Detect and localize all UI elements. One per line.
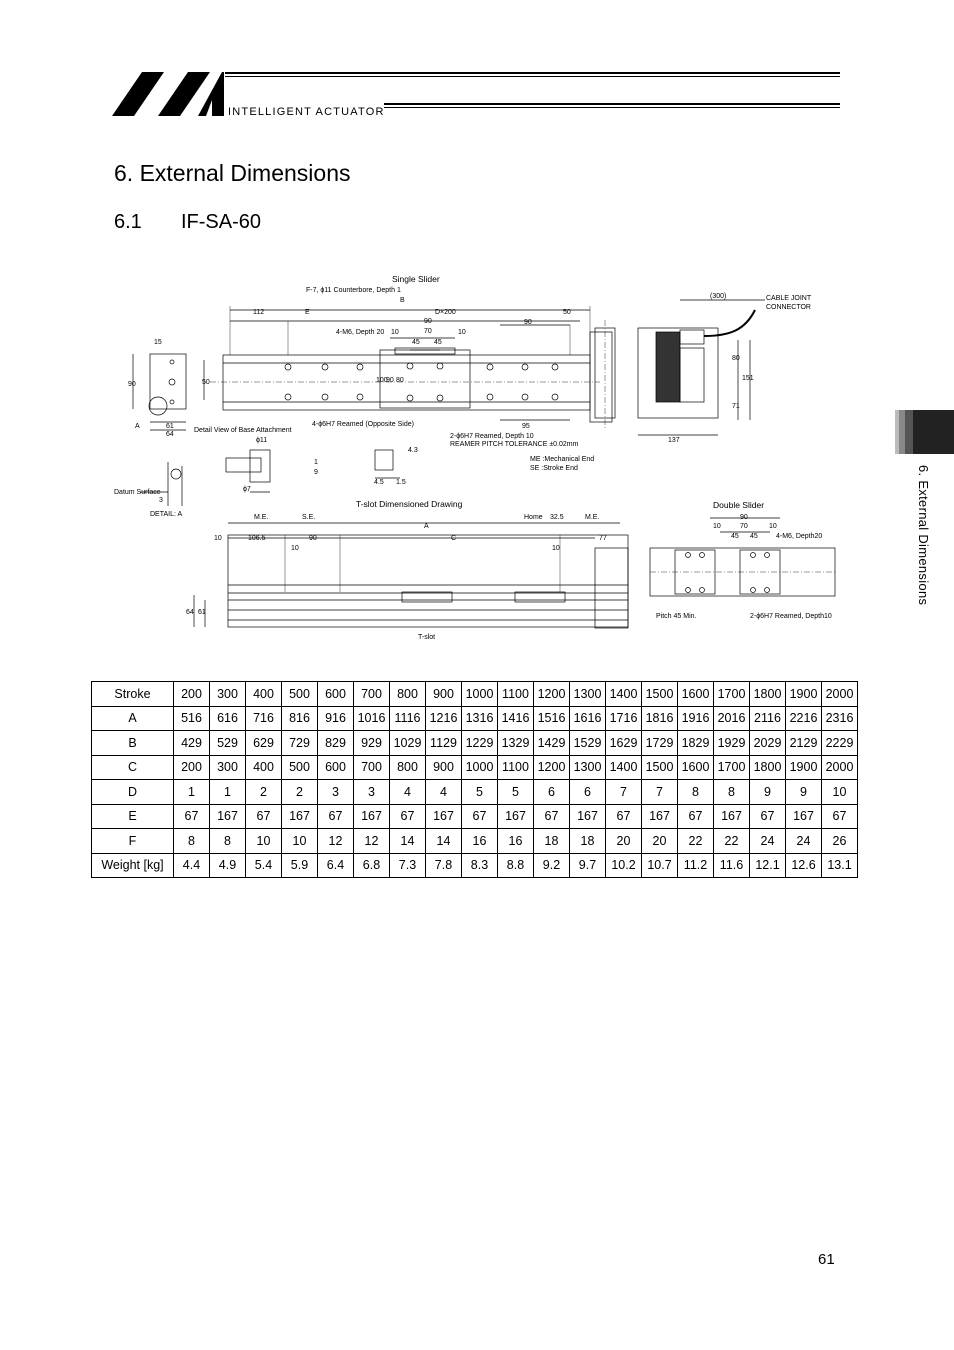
table-cell: 1 bbox=[210, 780, 246, 805]
table-cell: 7.8 bbox=[426, 853, 462, 878]
table-cell: 10 bbox=[822, 780, 858, 805]
table-cell: 1929 bbox=[714, 731, 750, 756]
table-cell: 5 bbox=[462, 780, 498, 805]
table-cell: 14 bbox=[426, 829, 462, 854]
table-cell: 167 bbox=[714, 804, 750, 829]
table-cell: 8 bbox=[174, 829, 210, 854]
label-detail-view: Detail View of Base Attachment bbox=[194, 427, 292, 434]
table-cell: 10 bbox=[246, 829, 282, 854]
dim-1: 1 bbox=[314, 459, 318, 466]
label-tslot: T-slot bbox=[418, 634, 436, 641]
label-A: A bbox=[135, 423, 140, 430]
table-cell: 4 bbox=[426, 780, 462, 805]
table-row bbox=[92, 829, 858, 854]
dim-106-5: 106.5 bbox=[248, 535, 266, 542]
table-cell: 16 bbox=[462, 829, 498, 854]
table-cell: 11.6 bbox=[714, 853, 750, 878]
table-cell: 600 bbox=[318, 755, 354, 780]
table-cell: 816 bbox=[282, 706, 318, 731]
table-cell: 829 bbox=[318, 731, 354, 756]
table-row bbox=[92, 755, 858, 780]
table-cell: 1800 bbox=[750, 755, 786, 780]
label-reamer-pitch: REAMER PITCH TOLERANCE ±0.02mm bbox=[450, 441, 579, 448]
table-cell: 2116 bbox=[750, 706, 786, 731]
table-cell: 1400 bbox=[606, 755, 642, 780]
subsection-name: IF-SA-60 bbox=[181, 211, 262, 233]
dim-cable-300: (300) bbox=[710, 293, 727, 300]
table-row bbox=[92, 853, 858, 878]
table-cell: 167 bbox=[642, 804, 678, 829]
dim-10-double-left: 10 bbox=[713, 523, 721, 530]
table-cell: 516 bbox=[174, 706, 210, 731]
table-row-header: A bbox=[92, 706, 174, 731]
table-cell: 2016 bbox=[714, 706, 750, 731]
table-cell: 20 bbox=[642, 829, 678, 854]
label-m6-depth20-double: 4-M6, Depth20 bbox=[776, 533, 823, 540]
dim-95: 95 bbox=[522, 423, 530, 430]
table-cell: 5.4 bbox=[246, 853, 282, 878]
table-cell: 12 bbox=[354, 829, 390, 854]
table-cell: 1100 bbox=[498, 755, 534, 780]
table-cell: 1200 bbox=[534, 755, 570, 780]
dim-phi7: ϕ7 bbox=[243, 486, 251, 493]
table-row-header: Stroke bbox=[92, 682, 174, 707]
table-cell: 167 bbox=[426, 804, 462, 829]
table-cell: 6 bbox=[570, 780, 606, 805]
table-cell: 5.9 bbox=[282, 853, 318, 878]
table-cell: 7.3 bbox=[390, 853, 426, 878]
table-cell: 1816 bbox=[642, 706, 678, 731]
dim-1-5: 1.5 bbox=[396, 479, 406, 486]
table-cell: 18 bbox=[570, 829, 606, 854]
table-cell: 300 bbox=[210, 682, 246, 707]
table-cell: 2 bbox=[282, 780, 318, 805]
subsection-number: 6.1 bbox=[114, 211, 142, 233]
table-cell: 1129 bbox=[426, 731, 462, 756]
table-cell: 6.8 bbox=[354, 853, 390, 878]
dim-3: 3 bbox=[159, 497, 163, 504]
table-cell: 7 bbox=[606, 780, 642, 805]
section-title: 6. External Dimensions bbox=[114, 160, 351, 186]
table-row bbox=[92, 731, 858, 756]
table-cell: 14 bbox=[390, 829, 426, 854]
table-cell: 167 bbox=[354, 804, 390, 829]
table-cell: 4 bbox=[390, 780, 426, 805]
dim-71: 71 bbox=[732, 403, 740, 410]
dim-10-double-right: 10 bbox=[769, 523, 777, 530]
chapter-tab bbox=[895, 410, 954, 454]
dim-137: 137 bbox=[668, 437, 680, 444]
table-cell: 1529 bbox=[570, 731, 606, 756]
table-cell: 700 bbox=[354, 682, 390, 707]
table-cell: 400 bbox=[246, 755, 282, 780]
table-cell: 1016 bbox=[354, 706, 390, 731]
table-cell: 1900 bbox=[786, 682, 822, 707]
table-cell: 6 bbox=[534, 780, 570, 805]
table-cell: 1829 bbox=[678, 731, 714, 756]
table-cell: 67 bbox=[606, 804, 642, 829]
table-cell: 10.2 bbox=[606, 853, 642, 878]
table-cell: 200 bbox=[174, 682, 210, 707]
table-cell: 200 bbox=[174, 755, 210, 780]
table-cell: 167 bbox=[570, 804, 606, 829]
table-row bbox=[92, 804, 858, 829]
label-counterbore: F-7, ϕ11 Counterbore, Depth 1 bbox=[306, 287, 401, 294]
table-cell: 2000 bbox=[822, 682, 858, 707]
dim-4-5: 4.5 bbox=[374, 479, 384, 486]
dim-C: C bbox=[451, 535, 457, 542]
table-cell: 429 bbox=[174, 731, 210, 756]
table-cell: 1229 bbox=[462, 731, 498, 756]
table-cell: 1629 bbox=[606, 731, 642, 756]
table-cell: 700 bbox=[354, 755, 390, 780]
iai-logo-icon bbox=[112, 68, 840, 122]
table-cell: 22 bbox=[714, 829, 750, 854]
table-cell: 4.4 bbox=[174, 853, 210, 878]
table-cell: 1500 bbox=[642, 682, 678, 707]
table-cell: 1300 bbox=[570, 682, 606, 707]
table-cell: 629 bbox=[246, 731, 282, 756]
dim-9: 9 bbox=[314, 469, 318, 476]
table-cell: 800 bbox=[390, 755, 426, 780]
table-row bbox=[92, 682, 858, 707]
table-cell: 2 bbox=[246, 780, 282, 805]
table-cell: 1700 bbox=[714, 755, 750, 780]
chapter-tab-label: 6. External Dimensions bbox=[916, 465, 931, 606]
label-reamed-opposite: 4-ϕ6H7 Reamed (Opposite Side) bbox=[312, 421, 414, 428]
dim-45-double-left: 45 bbox=[731, 533, 739, 540]
dim-70: 70 bbox=[424, 328, 432, 335]
table-cell: 716 bbox=[246, 706, 282, 731]
label-me-note: ME :Mechanical End bbox=[530, 456, 595, 463]
table-cell: 1216 bbox=[426, 706, 462, 731]
table-cell: 529 bbox=[210, 731, 246, 756]
table-cell: 1000 bbox=[462, 755, 498, 780]
table-cell: 1500 bbox=[642, 755, 678, 780]
table-cell: 8 bbox=[210, 829, 246, 854]
table-cell: 167 bbox=[498, 804, 534, 829]
label-home: Home bbox=[524, 514, 543, 521]
dim-32-5: 32.5 bbox=[550, 514, 564, 521]
label-me-right: M.E. bbox=[585, 514, 600, 521]
table-cell: 24 bbox=[750, 829, 786, 854]
dim-10-tslot: 10 bbox=[214, 535, 222, 542]
table-cell: 67 bbox=[534, 804, 570, 829]
dim-50: 50 bbox=[563, 309, 571, 316]
table-cell: 800 bbox=[390, 682, 426, 707]
table-cell: 10 bbox=[282, 829, 318, 854]
label-reamed-depth10: 2-ϕ6H7 Reamed, Depth 10 bbox=[450, 433, 534, 440]
dim-50-side: 50 bbox=[202, 379, 210, 386]
table-cell: 1516 bbox=[534, 706, 570, 731]
label-cable-joint: CABLE JOINT bbox=[766, 295, 812, 302]
table-cell: 616 bbox=[210, 706, 246, 731]
dim-70-double: 70 bbox=[740, 523, 748, 530]
dim-15: 15 bbox=[154, 339, 162, 346]
page-number: 61 bbox=[818, 1251, 835, 1268]
table-cell: 929 bbox=[354, 731, 390, 756]
table-cell: 9.2 bbox=[534, 853, 570, 878]
dim-64: 64 bbox=[166, 431, 174, 438]
table-cell: 500 bbox=[282, 682, 318, 707]
dim-80: 80 bbox=[396, 377, 404, 384]
table-row bbox=[92, 706, 858, 731]
table-cell: 67 bbox=[246, 804, 282, 829]
table-cell: 2216 bbox=[786, 706, 822, 731]
table-cell: 900 bbox=[426, 755, 462, 780]
table-cell: 16 bbox=[498, 829, 534, 854]
table-cell: 67 bbox=[750, 804, 786, 829]
table-cell: 11.2 bbox=[678, 853, 714, 878]
table-cell: 2000 bbox=[822, 755, 858, 780]
table-cell: 8 bbox=[714, 780, 750, 805]
table-cell: 24 bbox=[786, 829, 822, 854]
label-connector: CONNECTOR bbox=[766, 304, 811, 311]
table-row-header: D bbox=[92, 780, 174, 805]
dim-E: E bbox=[305, 309, 310, 316]
table-cell: 3 bbox=[318, 780, 354, 805]
table-cell: 5 bbox=[498, 780, 534, 805]
table-cell: 10.7 bbox=[642, 853, 678, 878]
table-cell: 1 bbox=[174, 780, 210, 805]
label-double-slider: Double Slider bbox=[713, 500, 765, 510]
label-tslot-drawing: T-slot Dimensioned Drawing bbox=[356, 499, 463, 509]
dim-90-mid: 90 bbox=[386, 377, 394, 384]
stroke-specification-table bbox=[91, 681, 858, 878]
table-cell: 1729 bbox=[642, 731, 678, 756]
table-cell: 1100 bbox=[498, 682, 534, 707]
table-cell: 2229 bbox=[822, 731, 858, 756]
table-cell: 20 bbox=[606, 829, 642, 854]
table-cell: 1329 bbox=[498, 731, 534, 756]
table-cell: 916 bbox=[318, 706, 354, 731]
table-cell: 167 bbox=[786, 804, 822, 829]
table-cell: 67 bbox=[822, 804, 858, 829]
table-cell: 1916 bbox=[678, 706, 714, 731]
dim-phi11: ϕ11 bbox=[256, 437, 268, 444]
table-cell: 1429 bbox=[534, 731, 570, 756]
dim-100: 100 bbox=[376, 377, 388, 384]
table-cell: 400 bbox=[246, 682, 282, 707]
table-cell: 1116 bbox=[390, 706, 426, 731]
table-cell: 2129 bbox=[786, 731, 822, 756]
table-row-header: E bbox=[92, 804, 174, 829]
table-cell: 9 bbox=[786, 780, 822, 805]
label-me-left: M.E. bbox=[254, 514, 269, 521]
table-cell: 4.9 bbox=[210, 853, 246, 878]
dim-10-left: 10 bbox=[391, 329, 399, 336]
table-cell: 1400 bbox=[606, 682, 642, 707]
table-cell: 7 bbox=[642, 780, 678, 805]
table-cell: 1000 bbox=[462, 682, 498, 707]
table-cell: 67 bbox=[462, 804, 498, 829]
table-cell: 8 bbox=[678, 780, 714, 805]
table-cell: 1300 bbox=[570, 755, 606, 780]
dim-90-side: 90 bbox=[128, 381, 136, 388]
dim-D200: D×200 bbox=[435, 309, 456, 316]
table-cell: 3 bbox=[354, 780, 390, 805]
dim-A-tslot: A bbox=[424, 523, 429, 530]
table-cell: 900 bbox=[426, 682, 462, 707]
table-row-header: B bbox=[92, 731, 174, 756]
table-row-header: C bbox=[92, 755, 174, 780]
dim-64-tslot: 64 bbox=[186, 609, 194, 616]
table-cell: 1200 bbox=[534, 682, 570, 707]
dim-45-right: 45 bbox=[434, 339, 442, 346]
table-cell: 67 bbox=[318, 804, 354, 829]
table-cell: 1800 bbox=[750, 682, 786, 707]
dim-45-double-right: 45 bbox=[750, 533, 758, 540]
table-cell: 8.8 bbox=[498, 853, 534, 878]
table-row bbox=[92, 780, 858, 805]
table-cell: 2029 bbox=[750, 731, 786, 756]
dim-90-right: 90 bbox=[524, 319, 532, 326]
table-cell: 12.1 bbox=[750, 853, 786, 878]
table-cell: 12.6 bbox=[786, 853, 822, 878]
table-cell: 22 bbox=[678, 829, 714, 854]
table-cell: 67 bbox=[390, 804, 426, 829]
dim-61-tslot: 61 bbox=[198, 609, 206, 616]
table-cell: 18 bbox=[534, 829, 570, 854]
dim-77: 77 bbox=[599, 535, 607, 542]
dim-90-tslot: 90 bbox=[309, 535, 317, 542]
dim-80-motor: 80 bbox=[732, 355, 740, 362]
table-cell: 1316 bbox=[462, 706, 498, 731]
table-row-header: Weight [kg] bbox=[92, 853, 174, 878]
table-cell: 9.7 bbox=[570, 853, 606, 878]
label-se: S.E. bbox=[302, 514, 316, 521]
label-reamed-depth10-double: 2-ϕ6H7 Reamed, Depth10 bbox=[750, 613, 832, 620]
external-dimensions-drawing bbox=[110, 270, 845, 645]
table-row-header: F bbox=[92, 829, 174, 854]
brand-name: INTELLIGENT ACTUATOR bbox=[228, 106, 385, 118]
table-cell: 500 bbox=[282, 755, 318, 780]
subsection-title bbox=[114, 211, 261, 234]
table-cell: 729 bbox=[282, 731, 318, 756]
table-cell: 1900 bbox=[786, 755, 822, 780]
dim-112: 112 bbox=[253, 309, 265, 316]
table-cell: 300 bbox=[210, 755, 246, 780]
table-cell: 2316 bbox=[822, 706, 858, 731]
label-pitch45: Pitch 45 Min. bbox=[656, 613, 697, 620]
dim-4-3: 4.3 bbox=[408, 447, 418, 454]
label-detail-a: DETAIL: A bbox=[150, 511, 183, 518]
dim-90-top: 90 bbox=[424, 318, 432, 325]
table-cell: 26 bbox=[822, 829, 858, 854]
dim-10-home: 10 bbox=[552, 545, 560, 552]
table-cell: 9 bbox=[750, 780, 786, 805]
table-cell: 167 bbox=[282, 804, 318, 829]
dim-10-right: 10 bbox=[458, 329, 466, 336]
table-cell: 1600 bbox=[678, 682, 714, 707]
dim-90-double: 90 bbox=[740, 514, 748, 521]
table-cell: 13.1 bbox=[822, 853, 858, 878]
dim-151: 151 bbox=[742, 375, 754, 382]
label-m6-depth20: 4-M6, Depth 20 bbox=[336, 329, 385, 336]
table-cell: 67 bbox=[678, 804, 714, 829]
dim-10-se: 10 bbox=[291, 545, 299, 552]
table-cell: 600 bbox=[318, 682, 354, 707]
dim-61: 61 bbox=[166, 423, 174, 430]
table-cell: 1416 bbox=[498, 706, 534, 731]
table-cell: 1600 bbox=[678, 755, 714, 780]
table-cell: 67 bbox=[174, 804, 210, 829]
table-cell: 1616 bbox=[570, 706, 606, 731]
table-cell: 12 bbox=[318, 829, 354, 854]
table-cell: 8.3 bbox=[462, 853, 498, 878]
table-cell: 167 bbox=[210, 804, 246, 829]
table-cell: 1700 bbox=[714, 682, 750, 707]
table-cell: 6.4 bbox=[318, 853, 354, 878]
dim-B: B bbox=[400, 297, 405, 304]
table-cell: 1029 bbox=[390, 731, 426, 756]
dim-45-left: 45 bbox=[412, 339, 420, 346]
label-single-slider: Single Slider bbox=[392, 274, 440, 284]
table-cell: 1716 bbox=[606, 706, 642, 731]
label-datum-surface: Datum Surface bbox=[114, 489, 161, 496]
label-se-note: SE :Stroke End bbox=[530, 465, 578, 472]
